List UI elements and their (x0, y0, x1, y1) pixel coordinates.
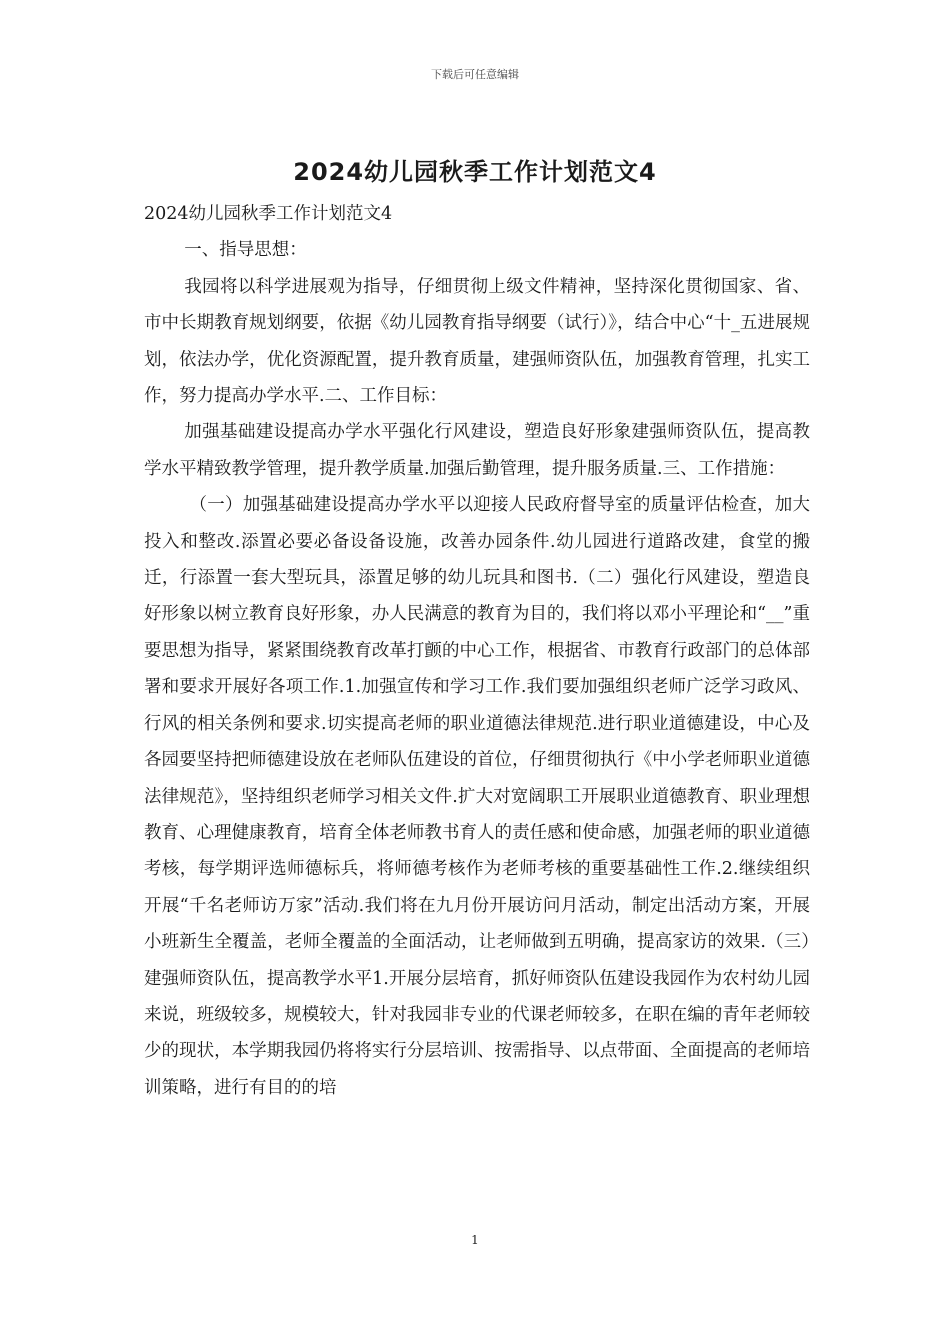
paragraph-work-measures: （一）加强基础建设提高办学水平以迎接人民政府督导室的质量评估检查，加大投入和整改.添置必要必备设备设施，改善办园条件.幼儿园进行道路改建，食堂的搬迁，行添置一套大型玩具，添置足够的幼儿玩具和图书.（二）强化行风建设，塑造良好形象以树立教育良好形象，办人民满意的教育为目的，我们将以邓小平理论和“__”重要思想为指导，紧紧围绕教育改革打颤的中心工作，根据省、市教育行政部门的总体部署和要求开展好各项工作.1.加强宣传和学习工作.我们要加强组织老师广泛学习政风、行风的相关条例和要求.切实提高老师的职业道德法律规范.进行职业道德建设，中心及各园要坚持把师德建设放在老师队伍建设的首位，仔细贯彻执行《中小学老师职业道德法律规范》，坚持组织老师学习相关文件.扩大对宽阔职工开展职业道德教育、职业理想教育、心理健康教育，培育全体老师教书育人的责任感和使命感，加强老师的职业道德考核，每学期评选师德标兵，将师德考核作为老师考核的重要基础性工作.2.继续组织开展“千名老师访万家”活动.我们将在九月份开展访问月活动，制定出活动方案，开展小班新生全覆盖，老师全覆盖的全面活动，让老师做到五明确，提高家访的效果.（三）建强师资队伍，提高教学水平1.开展分层培育，抓好师资队伍建设我园作为农村幼儿园来说，班级较多，规模较大，针对我园非专业的代课老师较多，在职在编的青年老师较少的现状，本学期我园仍将将实行分层培训、按需指导、以点带面、全面提高的老师培训策略，进行有目的的培 (144, 495, 810, 1098)
subtitle-paragraph: 2024幼儿园秋季工作计划范文4 (144, 204, 393, 224)
page-header-note: 下载后可任意编辑 (431, 68, 519, 81)
paragraph-work-goals: 加强基础建设提高办学水平强化行风建设，塑造良好形象建强师资队伍，提高教学水平精致教学管理，提升教学质量.加强后勤管理，提升服务质量.三、工作措施： (144, 422, 810, 479)
page-number: 1 (471, 1233, 479, 1247)
section-heading-guiding-ideology: 一、指导思想： (184, 240, 307, 261)
paragraph-guiding-ideology: 我园将以科学进展观为指导，仔细贯彻上级文件精神，坚持深化贯彻国家、省、市中长期教育规划纲要，依据《幼儿园教育指导纲要（试行）》，结合中心“十_五进展规划，依法办学，优化资源配置，提升教育质量，建强师资队伍，加强教育管理，扎实工作，努力提高办学水平.二、工作目标： (144, 276, 810, 407)
document-body (144, 196, 810, 1106)
document-title: 2024幼儿园秋季工作计划范文4 (293, 158, 657, 186)
